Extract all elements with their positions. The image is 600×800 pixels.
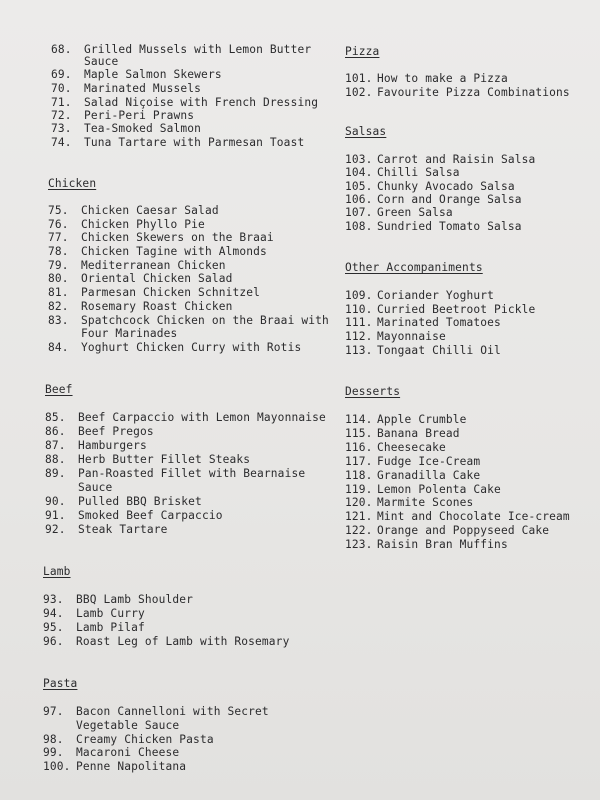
section-heading-lamb: Lamb [43,565,71,578]
section-heading-beef: Beef [45,383,73,396]
section-heading-desserts: Desserts [345,385,401,398]
section-heading-chicken: Chicken [48,177,97,190]
section-heading-other-accompaniments: Other Accompaniments [345,261,483,274]
section-heading-pizza: Pizza [345,45,380,58]
section-heading-salsas: Salsas [345,125,387,138]
section-heading-pasta: Pasta [43,677,78,690]
